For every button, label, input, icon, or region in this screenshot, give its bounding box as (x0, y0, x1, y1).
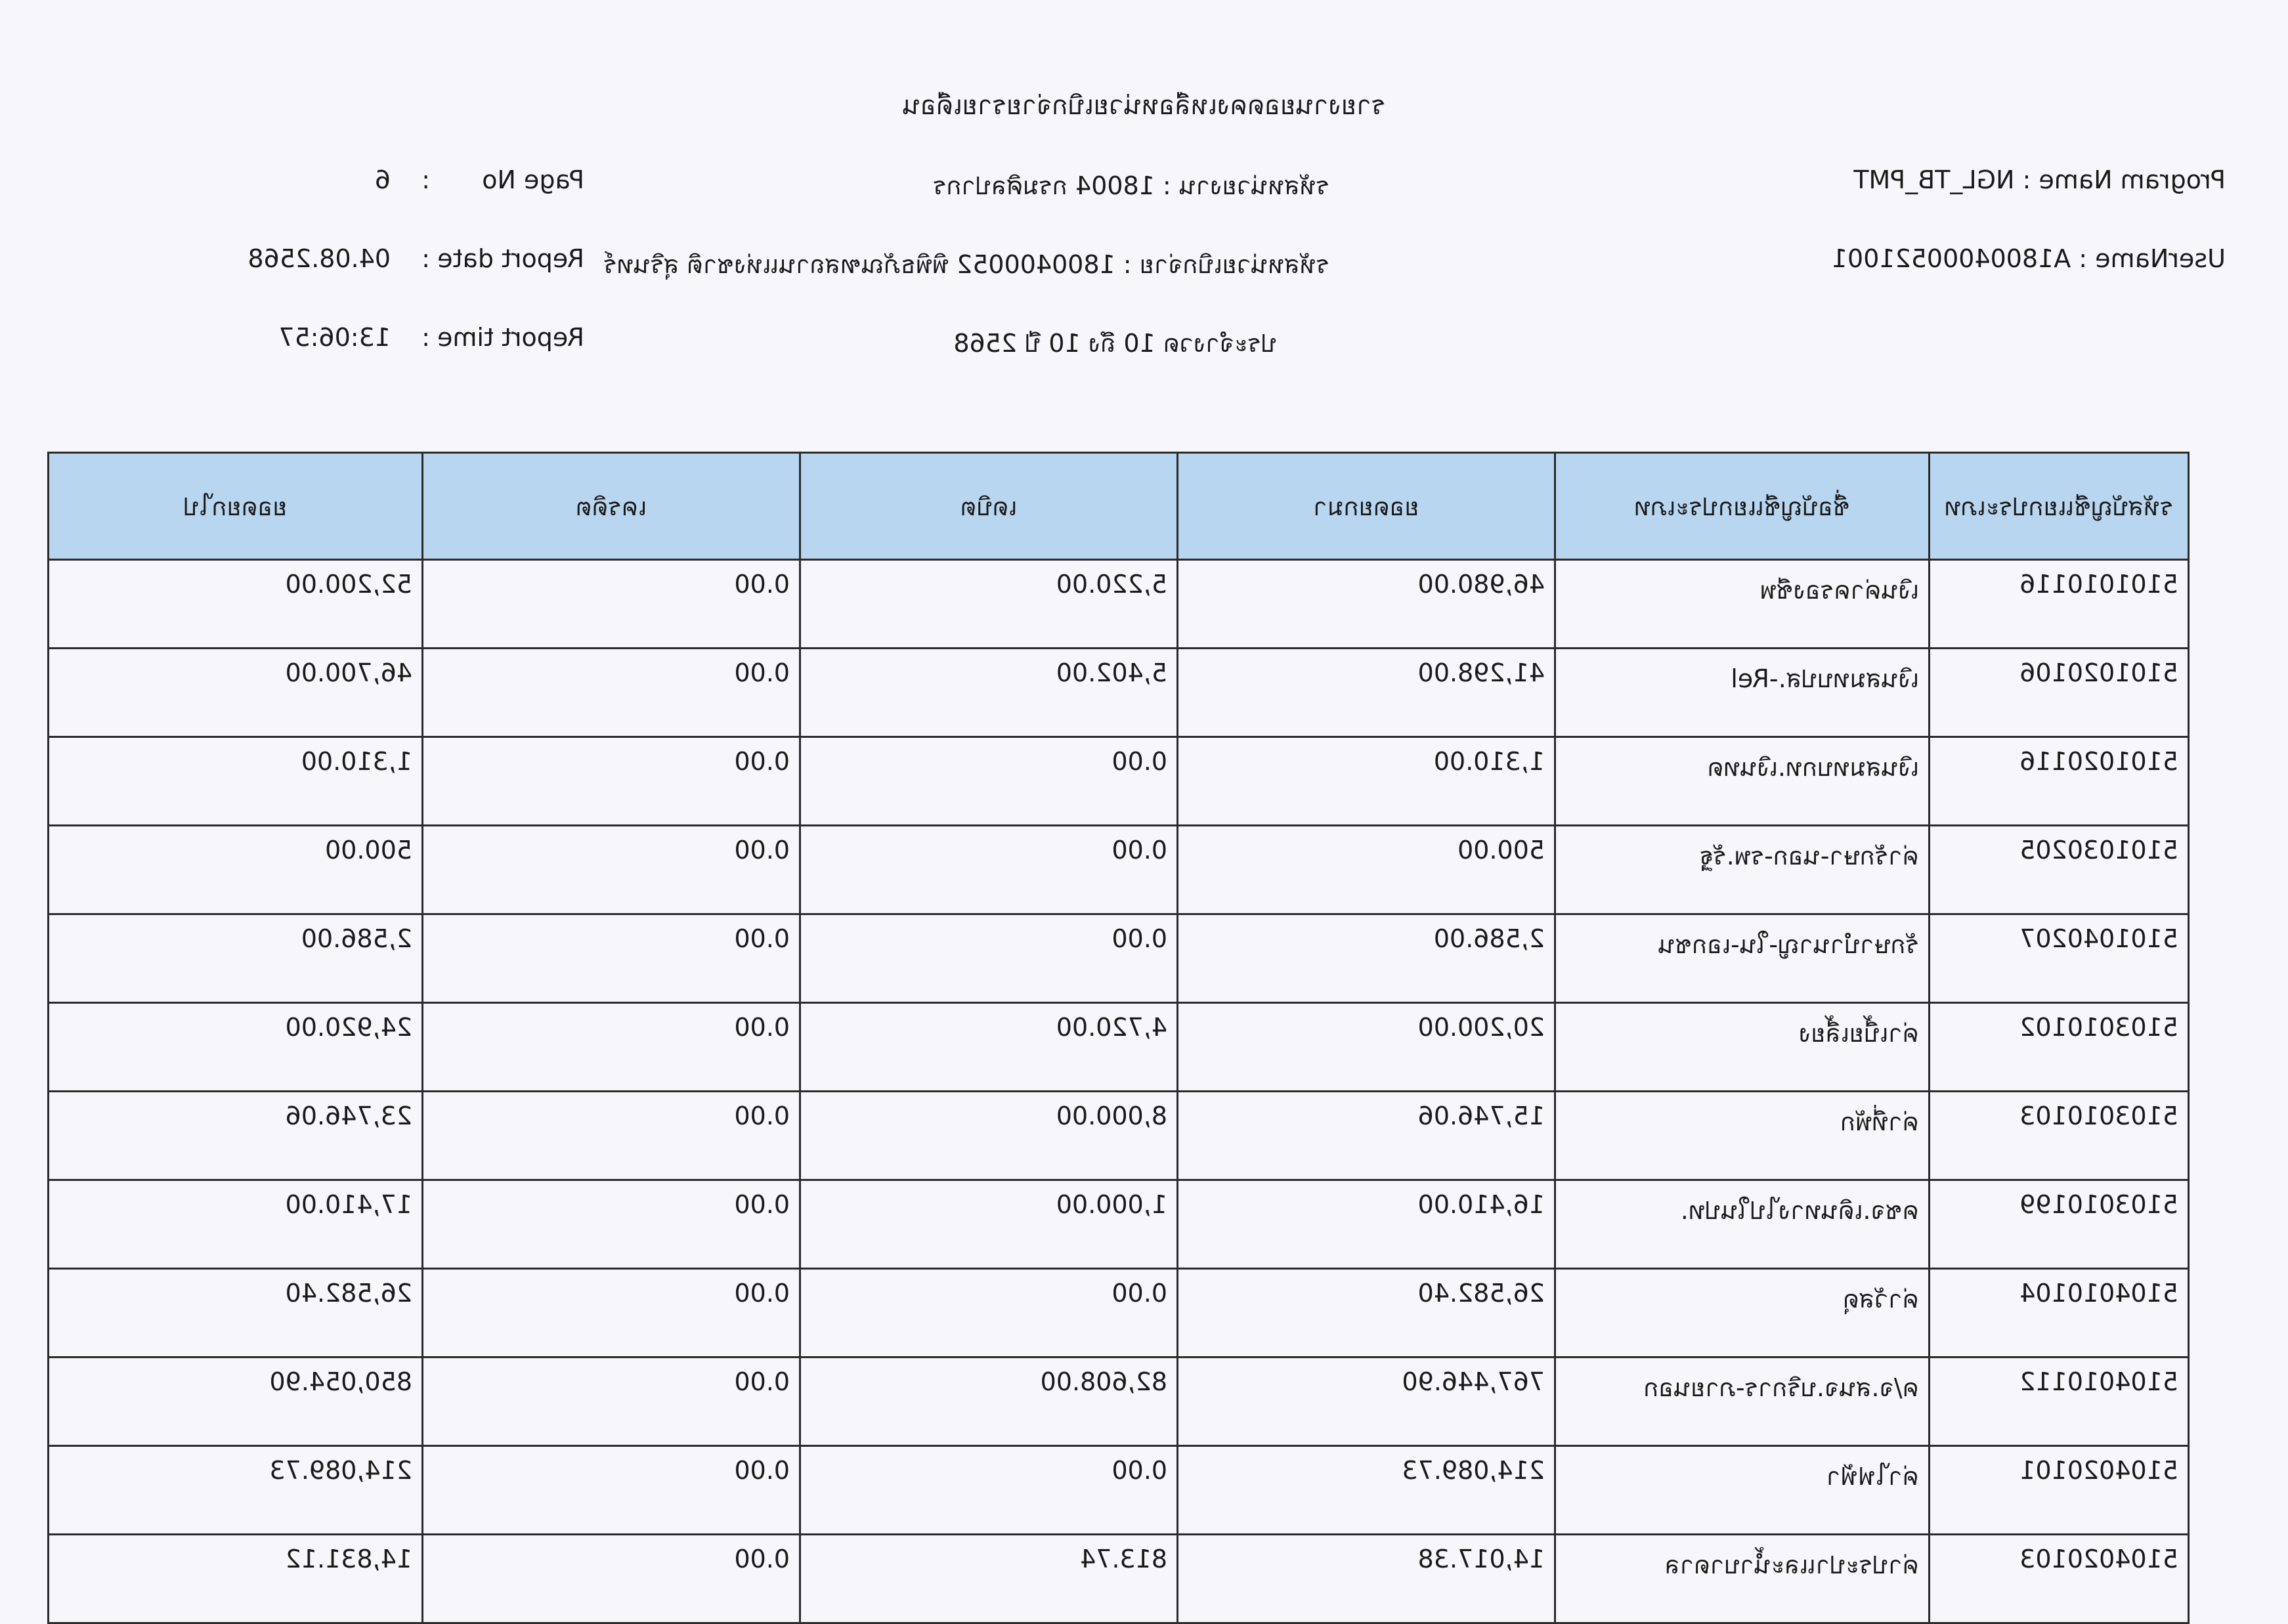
cell-debit: 5,220.00 (800, 560, 1178, 649)
cell-closing-balance: 1,310.00 (49, 737, 423, 826)
cell-account-name: ค/จ.สนจ.บริการ-ภายนอก (1555, 1357, 1930, 1446)
cell-credit: 0.00 (423, 1003, 800, 1092)
cell-account-code: 5103010102 (1930, 1003, 2189, 1092)
cell-closing-balance: 2,586.00 (49, 914, 423, 1003)
table-row (49, 826, 2189, 914)
cell-account-name: เงินสมทบปส.-Rel (1555, 649, 1930, 737)
page-no-label: Page No (482, 165, 584, 194)
report-date-label: Report date (437, 244, 584, 273)
report-title: รายงานยอดคงเหลือหน่วยเบิกจ่ายรายเดือน (902, 91, 1386, 121)
cell-debit: 0.00 (800, 826, 1178, 914)
table-row (49, 1269, 2189, 1357)
col-header-opening-balance: ยอดยกมา (1178, 453, 1555, 560)
cell-closing-balance: 17,410.00 (49, 1180, 423, 1269)
user-name-value: A18004000521001 (1831, 244, 2071, 273)
cell-debit: 82,608.00 (800, 1357, 1178, 1446)
col-header-account-name: ชื่อบัญชีแยกประเภท (1555, 453, 1930, 560)
table-header-row (49, 453, 2189, 560)
cell-closing-balance: 14,831.12 (49, 1535, 423, 1623)
table-row (49, 1003, 2189, 1092)
cell-debit: 1,000.00 (800, 1180, 1178, 1269)
table-row (49, 1180, 2189, 1269)
cell-credit: 0.00 (423, 649, 800, 737)
report-time-label: Report time (437, 323, 584, 352)
report-time-colon: : (421, 323, 430, 352)
cell-debit: 5,402.00 (800, 649, 1178, 737)
program-name-value: NGL_TB_PMT (1853, 165, 2015, 194)
cell-opening-balance: 2,586.00 (1178, 914, 1555, 1003)
table-row (49, 1357, 2189, 1446)
cell-opening-balance: 26,582.40 (1178, 1269, 1555, 1357)
cell-account-name: ค่าไฟฟ้า (1555, 1446, 1930, 1535)
cell-credit: 0.00 (423, 826, 800, 914)
cell-closing-balance: 23,746.06 (49, 1092, 423, 1180)
cell-account-code: 5104010104 (1930, 1269, 2189, 1357)
cell-credit: 0.00 (423, 1535, 800, 1623)
page-no-colon: : (421, 165, 430, 194)
cell-credit: 0.00 (423, 1269, 800, 1357)
cell-credit: 0.00 (423, 1446, 800, 1535)
cell-debit: 0.00 (800, 914, 1178, 1003)
cell-opening-balance: 14,017.38 (1178, 1535, 1555, 1623)
cell-credit: 0.00 (423, 1180, 800, 1269)
cell-closing-balance: 850,054.90 (49, 1357, 423, 1446)
cell-account-name: ค่ารักษา-นอก-รพ.รัฐ (1555, 826, 1930, 914)
table-row (49, 1446, 2189, 1535)
report-time (278, 323, 584, 352)
cell-debit: 813.74 (800, 1535, 1178, 1623)
cell-account-code: 5101040207 (1930, 914, 2189, 1003)
cell-opening-balance: 15,746.06 (1178, 1092, 1555, 1180)
cell-debit: 0.00 (800, 1269, 1178, 1357)
cell-closing-balance: 46,700.00 (49, 649, 423, 737)
cell-account-code: 5104020101 (1930, 1446, 2189, 1535)
col-header-account-code: รหัสบัญชีแยกประเภท (1930, 453, 2189, 560)
table-row (49, 649, 2189, 737)
cell-closing-balance: 52,200.00 (49, 560, 423, 649)
cell-credit: 0.00 (423, 737, 800, 826)
cell-closing-balance: 26,582.40 (49, 1269, 423, 1357)
program-name (1853, 165, 2226, 194)
cell-credit: 0.00 (423, 914, 800, 1003)
department-line: รหัสหน่วยงาน : 18004 กรมศิลปากร (933, 171, 1329, 200)
cell-account-code: 5101020116 (1930, 737, 2189, 826)
cell-debit: 4,720.00 (800, 1003, 1178, 1092)
table-row (49, 1535, 2189, 1623)
period-line: ประจำงวด 10 ถึง 10 ปี 2568 (953, 329, 1277, 358)
table-row (49, 1092, 2189, 1180)
cell-account-name: ค่าที่พัก (1555, 1092, 1930, 1180)
cell-account-code: 5101010116 (1930, 560, 2189, 649)
col-header-credit: เครดิต (423, 453, 800, 560)
cell-account-name: รักษาบำนาญ-ใน-เอกชน (1555, 914, 1930, 1003)
report-date-value: 04.08.2568 (248, 244, 391, 273)
report-time-value: 13:06:57 (278, 323, 391, 352)
cell-closing-balance: 500.00 (49, 826, 423, 914)
cell-opening-balance: 16,410.00 (1178, 1180, 1555, 1269)
cell-opening-balance: 46,980.00 (1178, 560, 1555, 649)
cell-opening-balance: 1,310.00 (1178, 737, 1555, 826)
cell-opening-balance: 767,446.90 (1178, 1357, 1555, 1446)
disbursing-unit-line: รหัสหน่วยเบิกจ่าย : 1800400052 พิพิธภัณฑสถานแห่งชาติ สุรินทร์ (603, 250, 1329, 279)
cell-opening-balance: 41,298.00 (1178, 649, 1555, 737)
cell-account-name: ค่าวัสดุ (1555, 1269, 1930, 1357)
col-header-closing-balance: ยอดยกไป (49, 453, 423, 560)
table-row (49, 737, 2189, 826)
report-date (248, 244, 584, 273)
user-name (1832, 244, 2226, 273)
cell-credit: 0.00 (423, 1092, 800, 1180)
cell-opening-balance: 500.00 (1178, 826, 1555, 914)
cell-opening-balance: 20,200.00 (1178, 1003, 1555, 1092)
table-row (49, 560, 2189, 649)
col-header-debit: เดบิต (800, 453, 1178, 560)
cell-account-name: คชจ.เดินทางไปในปท. (1555, 1180, 1930, 1269)
cell-opening-balance: 214,089.73 (1178, 1446, 1555, 1535)
program-name-label: Program Name (2039, 165, 2226, 194)
cell-account-code: 5104010112 (1930, 1357, 2189, 1446)
user-name-label: UserName (2095, 244, 2226, 273)
page-no (375, 165, 584, 194)
table-body (49, 560, 2189, 1623)
cell-account-code: 5103010103 (1930, 1092, 2189, 1180)
program-name-colon: : (2022, 165, 2031, 194)
cell-account-name: ค่าเบี้ยเลี้ยง (1555, 1003, 1930, 1092)
trial-balance-table (47, 452, 2190, 1624)
cell-debit: 0.00 (800, 1446, 1178, 1535)
cell-account-code: 5104020103 (1930, 1535, 2189, 1623)
cell-credit: 0.00 (423, 1357, 800, 1446)
cell-account-name: เงินสมทบกท.เงินทด (1555, 737, 1930, 826)
cell-account-name: เงินค่าครองชีพ (1555, 560, 1930, 649)
cell-account-code: 5101030205 (1930, 826, 2189, 914)
cell-account-code: 5103010199 (1930, 1180, 2189, 1269)
report-date-colon: : (421, 244, 430, 273)
table-row (49, 914, 2189, 1003)
cell-debit: 8,000.00 (800, 1092, 1178, 1180)
user-name-colon: : (2079, 244, 2088, 273)
cell-closing-balance: 214,089.73 (49, 1446, 423, 1535)
cell-account-name: ค่าประปาและน้ำบาดาล (1555, 1535, 1930, 1623)
cell-account-code: 5101020106 (1930, 649, 2189, 737)
cell-debit: 0.00 (800, 737, 1178, 826)
cell-credit: 0.00 (423, 560, 800, 649)
page-no-value: 6 (374, 165, 391, 194)
cell-closing-balance: 24,920.00 (49, 1003, 423, 1092)
